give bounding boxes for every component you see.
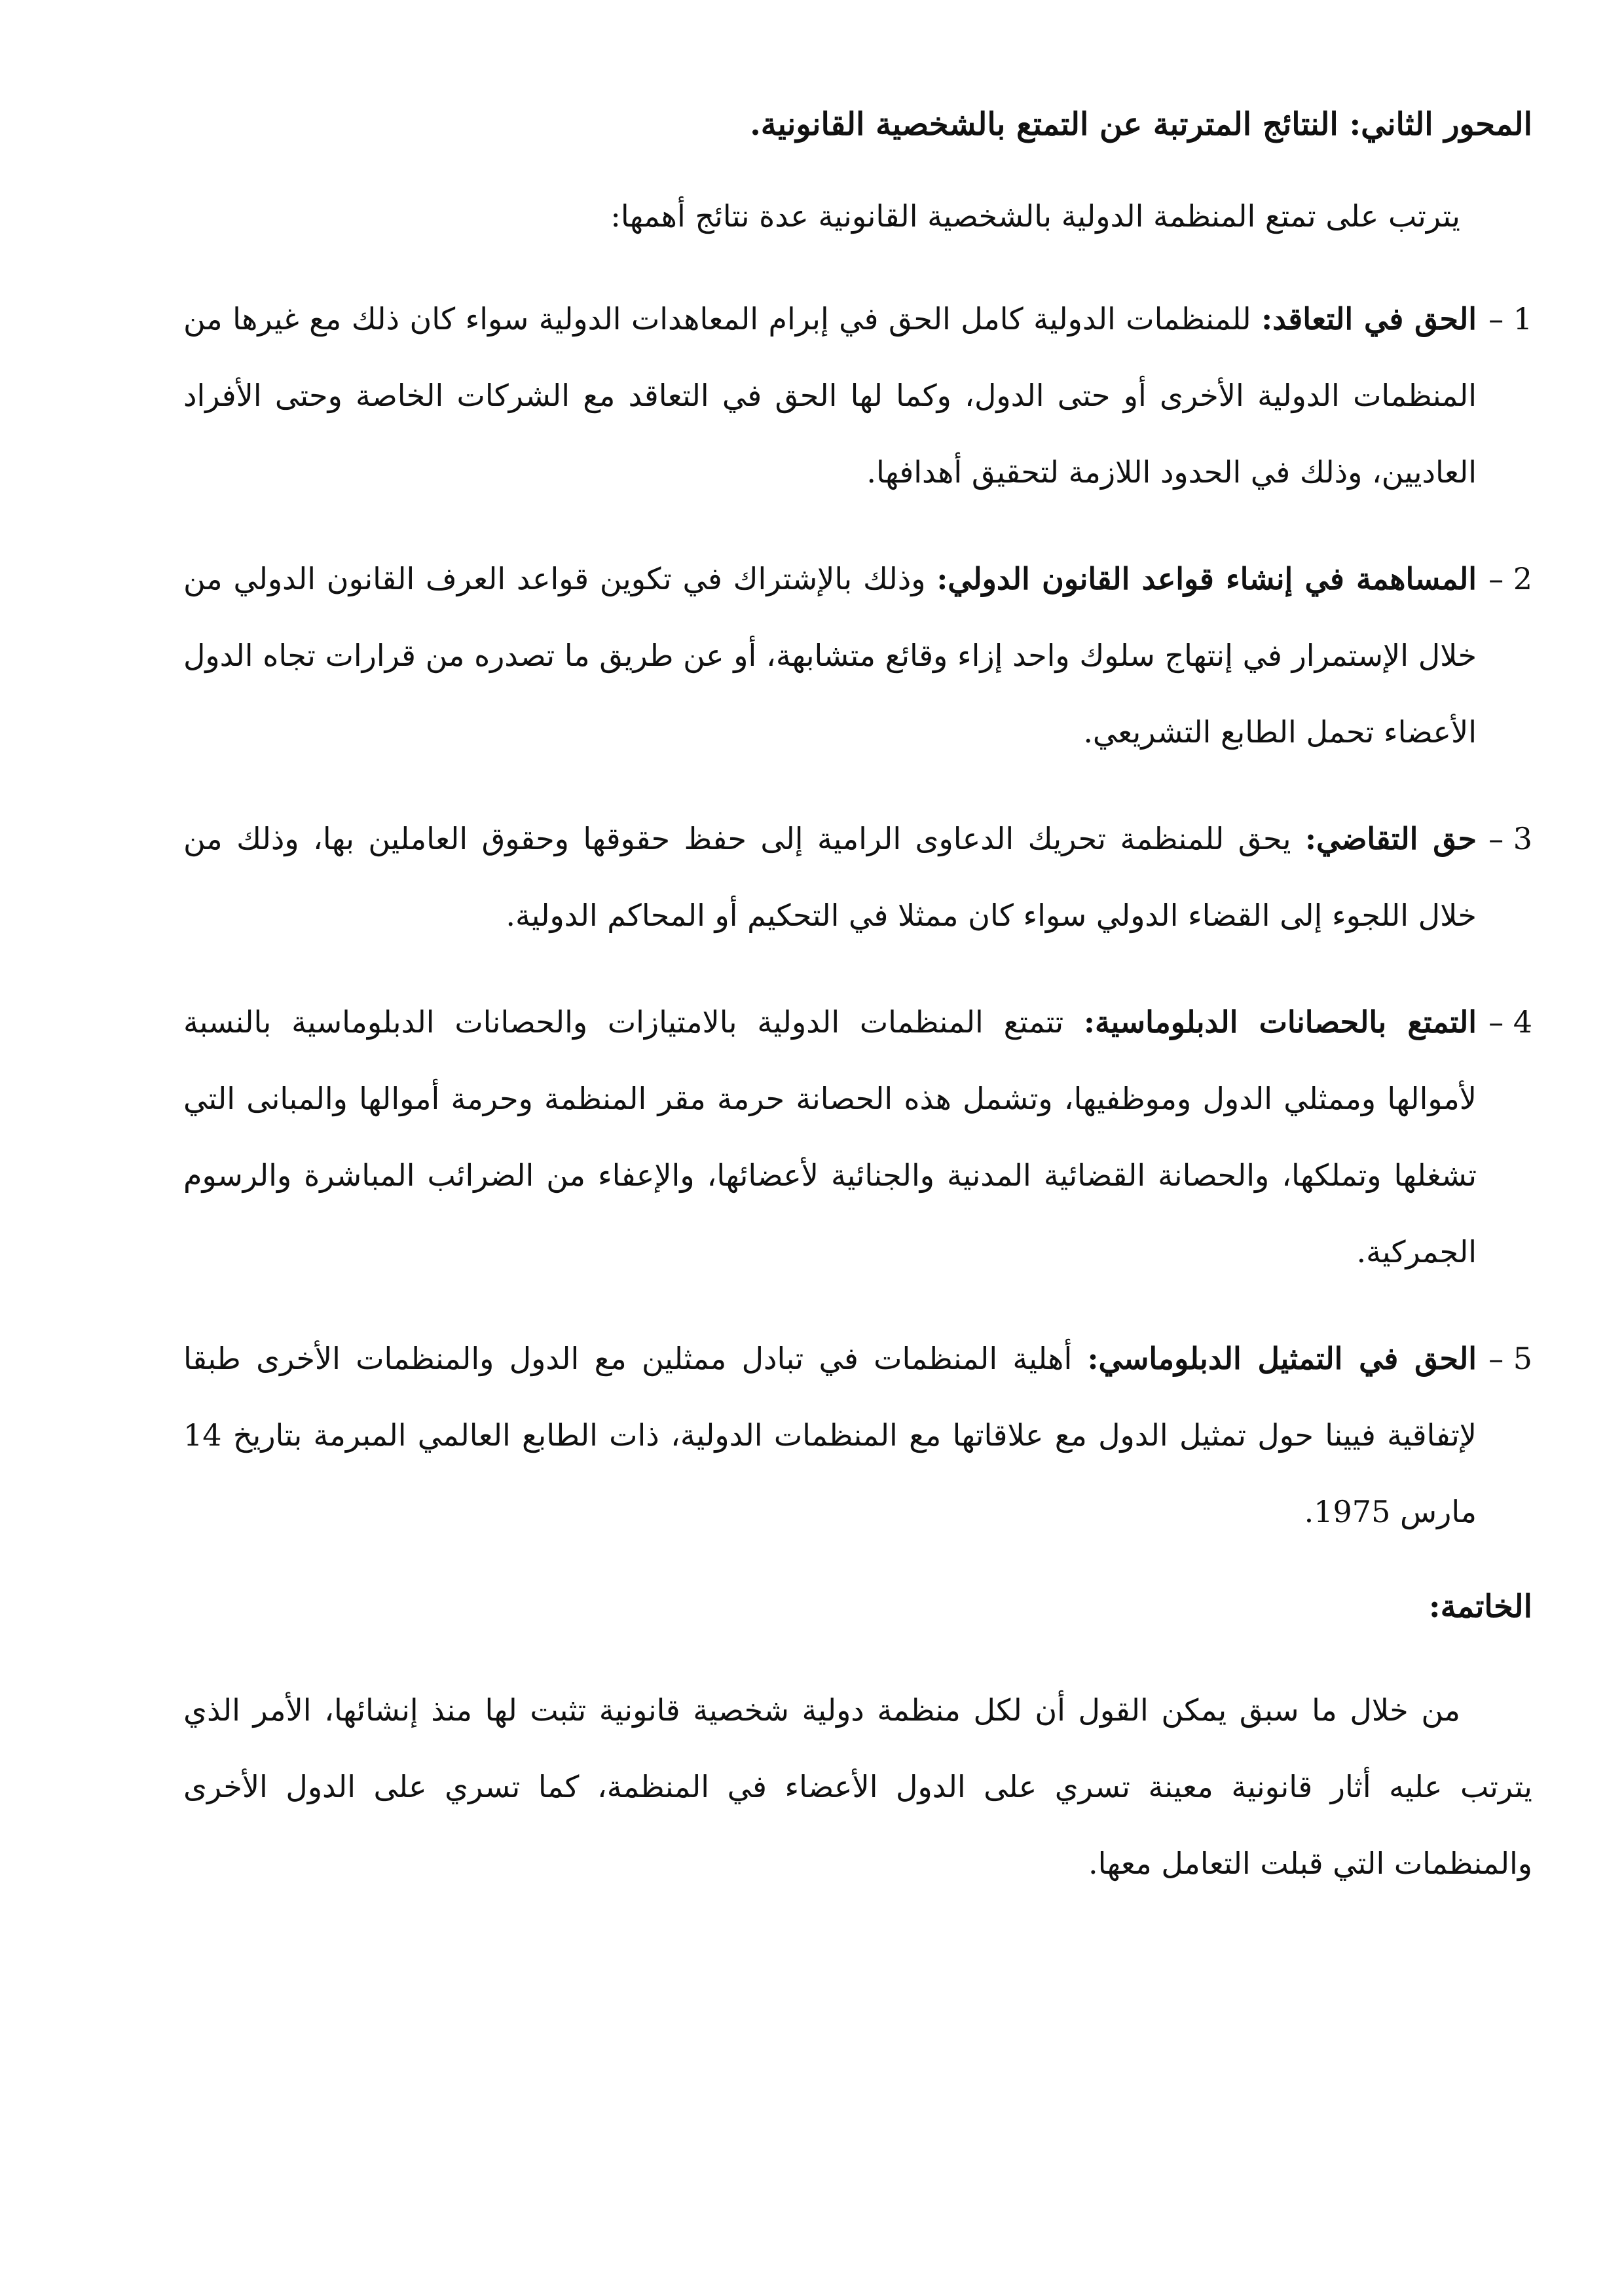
item-title: المساهمة في إنشاء قواعد القانون الدولي: (936, 561, 1477, 596)
item-body (183, 1321, 1477, 1550)
item-title: التمتع بالحصانات الدبلوماسية: (1084, 1004, 1477, 1040)
item-text: تتمتع المنظمات الدولية بالامتيازات والحصانات الدبلوماسية بالنسبة لأموالها وممثلي الدول وموظفيها، وتشمل هذه الحصانة حرمة مقر المنظمة وحرمة أموالها والمبانى التي تشغلها وتملكها، والحصانة القضائية المدنية والجنائية لأعضائها، والإعفاء من الضرائب المباشرة والرسوم الجمركية. (183, 1004, 1477, 1269)
item-body (183, 801, 1477, 954)
item-number: 1 – (1488, 301, 1532, 337)
item-text: للمنظمات الدولية كامل الحق في إبرام المعاهدات الدولية سواء كان ذلك مع غيرها من المنظمات الدولية الأخرى أو حتى الدول، وكما لها الحق في التعاقد مع الشركات الخاصة وحتى الأفراد العاديين، وذلك في الحدود اللازمة لتحقيق أهدافها. (183, 301, 1477, 490)
list-item (183, 801, 1532, 954)
item-number: 2 – (1488, 561, 1532, 596)
intro-paragraph: يترتب على تمتع المنظمة الدولية بالشخصية القانونية عدة نتائج أهمها: (610, 198, 1460, 234)
closing-heading: الخاتمة: (1428, 1588, 1532, 1625)
item-body (183, 281, 1477, 511)
list-item (183, 541, 1532, 771)
item-text: أهلية المنظمات في تبادل ممثلين مع الدول والمنظمات الأخرى طبقا لإتفاقية فيينا حول تمثيل الدول مع علاقاتها مع المنظمات الدولية، ذات الطابع العالمي المبرمة بتاريخ 14 مارس 1975. (183, 1341, 1477, 1529)
item-title: حق التقاضي: (1305, 821, 1477, 856)
section-heading: المحور الثاني: النتائج المترتبة عن التمتع بالشخصية القانونية. (750, 106, 1532, 143)
item-title: الحق في التمثيل الدبلوماسي: (1087, 1341, 1477, 1376)
list-item (183, 984, 1532, 1290)
item-number: 4 – (1488, 1004, 1532, 1040)
item-number: 3 – (1488, 821, 1532, 856)
item-number: 5 – (1488, 1341, 1532, 1376)
item-body (183, 984, 1477, 1290)
closing-paragraph: من خلال ما سبق يمكن القول أن لكل منظمة دولية شخصية قانونية تثبت لها منذ إنشائها، الأمر الذي يترتب عليه أثار قانونية معينة تسري على الدول الأعضاء في المنظمة، كما تسري على الدول الأخرى والمنظمات التي قبلت التعامل معها. (183, 1692, 1532, 1881)
item-text: يحق للمنظمة تحريك الدعاوى الرامية إلى حفظ حقوقها وحقوق العاملين بها، وذلك من خلال اللجوء إلى القضاء الدولي سواء كان ممثلا في التحكيم أو المحاكم الدولية. (183, 821, 1477, 933)
item-title: الحق في التعاقد: (1261, 301, 1477, 337)
document-page (183, 98, 1532, 1902)
item-text: وذلك بالإشتراك في تكوين قواعد العرف القانون الدولي من خلال الإستمرار في إنتهاج سلوك واحد إزاء وقائع متشابهة، أو عن طريق ما تصدره من قرارات تجاه الدول الأعضاء تحمل الطابع التشريعي. (183, 561, 1477, 750)
list-item (183, 281, 1532, 511)
item-body (183, 541, 1477, 771)
list-item (183, 1321, 1532, 1550)
